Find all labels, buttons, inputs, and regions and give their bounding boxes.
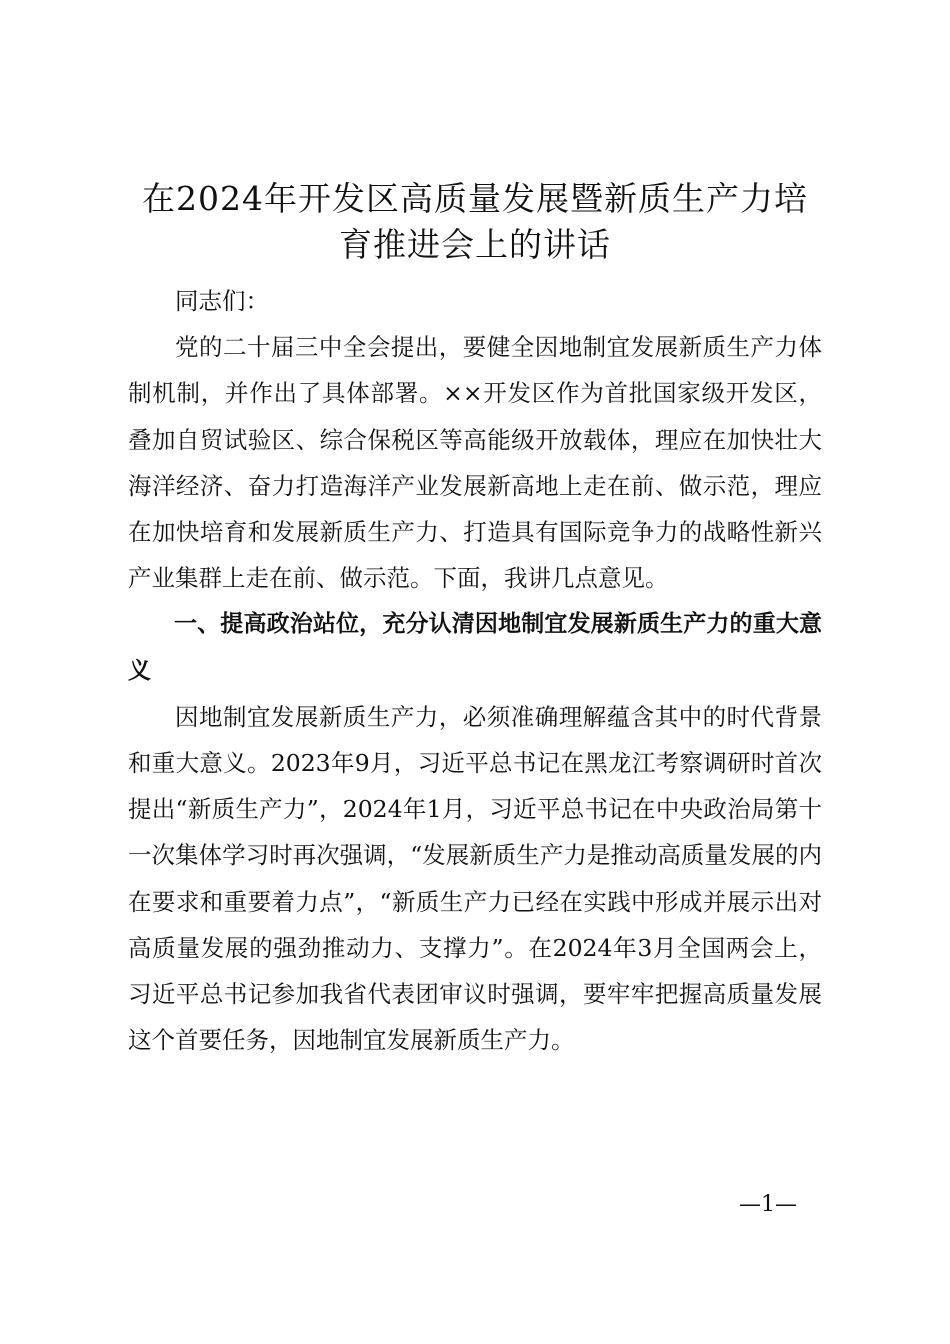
salutation: 同志们： (175, 287, 269, 315)
title-line-2: 育推进会上的讲话 (339, 225, 611, 264)
title-line-1: 在2024年开发区高质量发展暨新质生产力培 (142, 179, 808, 218)
section-1-paragraph: 因地制宜发展新质生产力，必须准确理解蕴含其中的时代背景和重大意义。2023年9月，习近平总书记在黑龙江考察调研时首次提出“新质生产力”，2024年1月，习近平总书记在中央政治局第十一次集体学习时再次强调，“发展新质生产力是推动高质量发展的内在要求和重要着力点”，“新质生产力已经在实践中形成并展示出对高质量发展的强劲推动力、支撑力”。在2024年3月全国两会上，习近平总书记参加我省代表团审议时强调，要牢牢把握高质量发展这个首要任务，因地制宜发展新质生产力。 (128, 702, 822, 1055)
document-title (125, 176, 825, 268)
page-number: —1— (739, 1192, 797, 1217)
intro-paragraph: 党的二十届三中全会提出，要健全因地制宜发展新质生产力体制机制，并作出了具体部署。××开发区作为首批国家级开发区，叠加自贸试验区、综合保税区等高能级开放载体，理应在加快壮大海洋经济、奋力打造海洋产业发展新高地上走在前、做示范，理应在加快培育和发展新质生产力、打造具有国际竞争力的战略性新兴产业集群上走在前、做示范。下面，我讲几点意见。 (128, 333, 822, 593)
document-body (128, 278, 822, 1063)
section-heading-1: 一、提高政治站位，充分认清因地制宜发展新质生产力的重大意义 (128, 611, 822, 684)
